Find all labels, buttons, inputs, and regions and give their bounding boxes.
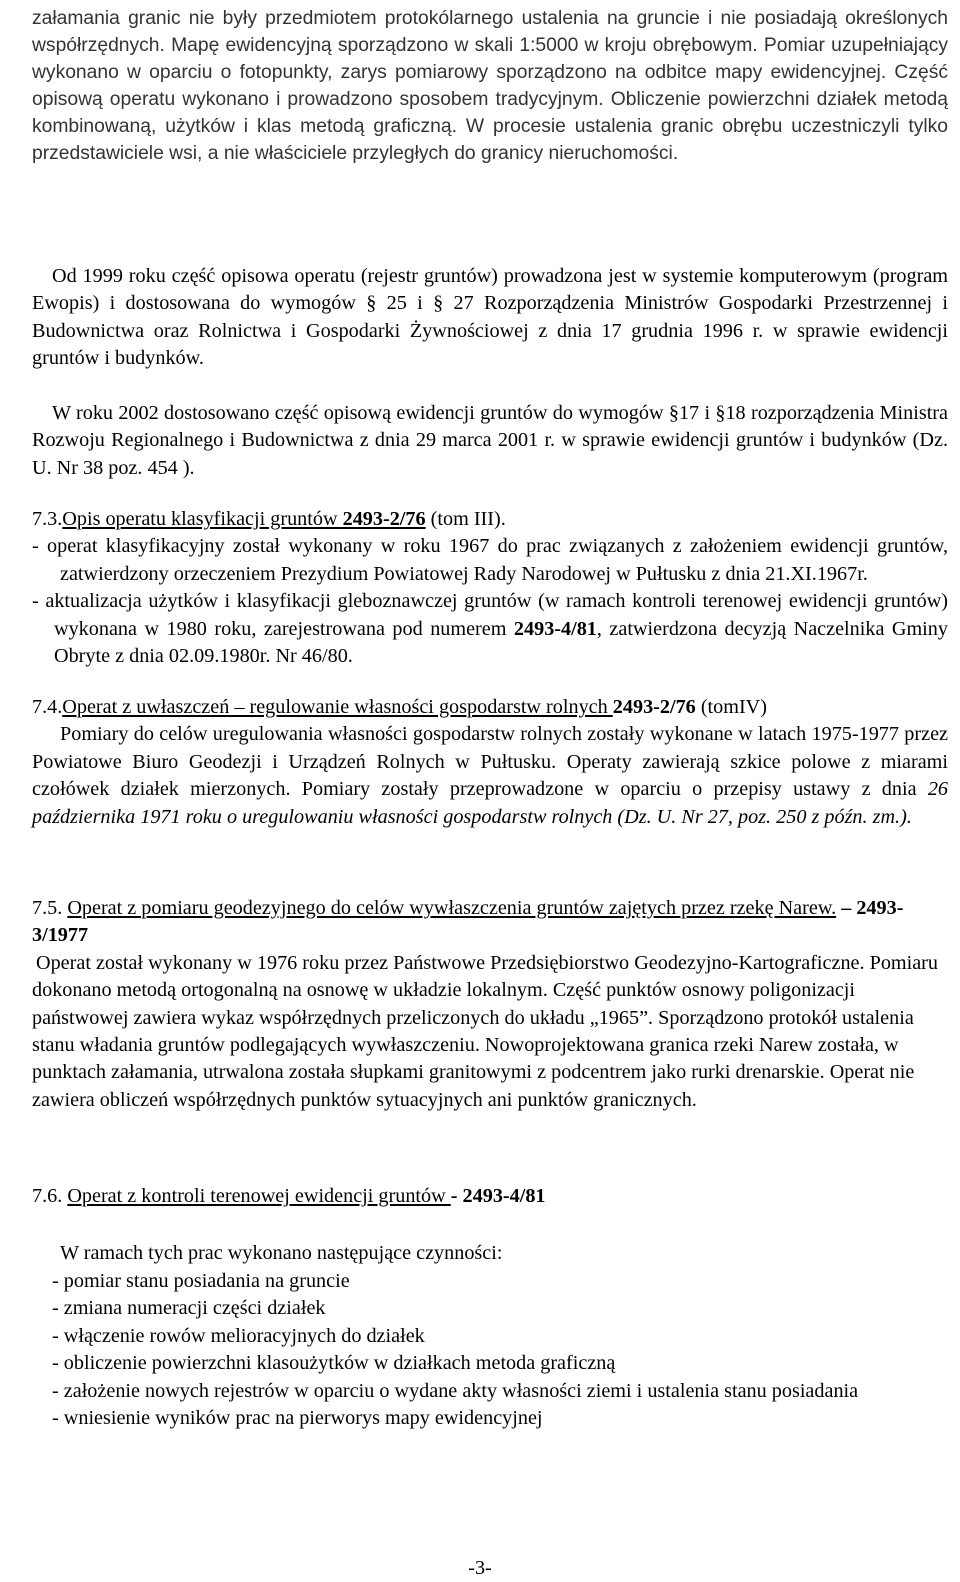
operat-code: 2493-2/76 xyxy=(612,696,696,718)
section-tail: (tomIV) xyxy=(695,696,767,718)
section-number: 7.5. xyxy=(32,897,68,919)
section-7-3 xyxy=(32,506,948,670)
section-7-4 xyxy=(32,694,948,831)
list-item: - operat klasyfikacyjny został wykonany w roku 1967 do prac związanych z założeniem ewidencji gruntów, zatwierdzony orzeczeniem Prezydium Powiatowej Rady Narodowej w Pułtusku z dnia 21.XI.1967r. xyxy=(32,535,948,585)
paragraph-2002: W roku 2002 dostosowano część opisową ewidencji gruntów do wymogów §17 i §18 rozporządzenia Ministra Rozwoju Regionalnego i Budownictwa z dnia 29 marca 2001 r. w sprawie ewidencji gruntów i budynków (Dz. U. Nr 38 poz. 454 ). xyxy=(32,402,948,479)
list-item: - obliczenie powierzchni klasoużytków w działkach metoda graficzną xyxy=(52,1352,616,1375)
legal-reference: 26 października 1971 roku o uregulowaniu własności gospodarstw rolnych (Dz. U. Nr 27, poz. 250 z późn. zm.). xyxy=(32,778,948,828)
operat-code: – 2493-3/1977 xyxy=(32,897,904,947)
list-item: - pomiar stanu posiadania na gruncie xyxy=(52,1270,350,1292)
section-number: 7.3. xyxy=(32,508,63,530)
section-7-5-text: Operat został wykonany w 1976 roku przez Państwowe Przedsiębiorstwo Geodezyjno-Kartograficzne. Pomiaru dokonano metodą ortogonalną na osnowę w układzie lokalnym. Część punktów osnowy poligonizacji państwowej zawiera wykaz współrzędnych przeliczonych do układu „1965”. Sporządzono protokół ustalenia stanu władania gruntów podlegających wywłaszczeniu. Nowoprojektowana granica rzeki Narew została, w punktach załamania, utrwalona została słupkami granitowymi z podcentrem jako rurki drenarskie. Operat nie zawiera obliczeń współrzędnych punktów sytuacyjnych ani punktów granicznych. xyxy=(32,951,939,1111)
section-7-6 xyxy=(32,1183,948,1210)
section-7-6-intro: W ramach tych prac wykonano następujące czynności: xyxy=(60,1242,503,1264)
section-number: 7.4. xyxy=(32,696,63,718)
page-number: -3- xyxy=(468,1557,492,1579)
paragraph-1999: Od 1999 roku część opisowa operatu (rejestr gruntów) prowadzona jest w systemie komputerowym (program Ewopis) i dostosowana do wymogów § 25 i § 27 Rozporządzenia Ministrów Gospodarki Przestrzennej i Budownictwa oraz Rolnictwa i Gospodarki Żywnościowej z dnia 17 grudnia 1996 r. w sprawie ewidencji gruntów i budynków. xyxy=(32,265,948,370)
section-7-5 xyxy=(32,895,948,1114)
section-7-6-heading xyxy=(32,1183,948,1210)
section-title: Opis operatu klasyfikacji gruntów xyxy=(62,508,343,530)
section-7-4-text: Pomiary do celów uregulowania własności gospodarstw rolnych zostały wykonane w latach 1975-1977 przez Powiatowe Biuro Geodezji i Urządzeń Rolnych w Pułtusku. Operaty zawierają szkice polowe z miarami czołówek działek mierzonych. Pomiary zostały przeprowadzone w oparciu o przepisy ustawy z dnia 26 października 1971 roku o uregulowaniu własności gospodarstw rolnych (Dz. U. Nr 27, poz. 250 z późn. zm.). xyxy=(32,723,948,828)
operat-code: 2493-4/81 xyxy=(513,617,597,640)
section-number: 7.6. xyxy=(32,1185,68,1207)
list-item: - zmiana numeracji części działek xyxy=(52,1297,326,1320)
activity-list xyxy=(52,1268,942,1432)
section-tail: (tom III). xyxy=(425,508,506,530)
operat-code: - 2493-4/81 xyxy=(450,1185,546,1207)
section-7-3-heading xyxy=(32,506,948,533)
operat-code: 2493-2/76 xyxy=(342,508,426,530)
paragraph-top: załamania granic nie były przedmiotem protokólarnego ustalenia na gruncie i nie posiadają określonych współrzędnych. Mapę ewidencyjną sporządzono w skali 1:5000 w kroju obrębowym. Pomiar uzupełniający wykonano w oparciu o fotopunkty, zarys pomiarowy sporządzono na odbitce mapy ewidencyjnej. Część opisową operatu wykonano i prowadzono sposobem tradycyjnym. Obliczenie powierzchni działek metodą kombinowaną, użytków i klas metodą graficzną. W procesie ustalenia granic obrębu uczestniczyli tylko przedstawiciele wsi, a nie właściciele przyległych do granicy nieruchomości. xyxy=(32,8,948,164)
section-7-4-heading xyxy=(32,694,948,721)
list-item: - włączenie rowów melioracyjnych do działek xyxy=(52,1324,425,1347)
section-title: Operat z kontroli terenowej ewidencji gruntów xyxy=(67,1185,451,1207)
list-item: - wniesienie wyników prac na pierworys mapy ewidencyjnej xyxy=(52,1407,543,1430)
section-7-5-heading xyxy=(32,895,948,950)
list-item: - założenie nowych rejestrów w oparciu o wydane akty własności ziemi i ustalenia stanu posiadania xyxy=(52,1379,859,1402)
section-title: Operat z uwłaszczeń – regulowanie własności gospodarstw rolnych xyxy=(62,696,613,718)
section-title: Operat z pomiaru geodezyjnego do celów wywłaszczenia gruntów zajętych przez rzekę Narew. xyxy=(67,897,837,919)
list-item: - aktualizacja użytków i klasyfikacji gleboznawczej gruntów (w ramach kontroli terenowej ewidencji gruntów) wykonana w 1980 roku, zarejestrowana pod numerem 2493-4/81, zatwierdzona decyzją Naczelnika Gminy Obryte z dnia 02.09.1980r. Nr 46/80. xyxy=(32,590,948,668)
